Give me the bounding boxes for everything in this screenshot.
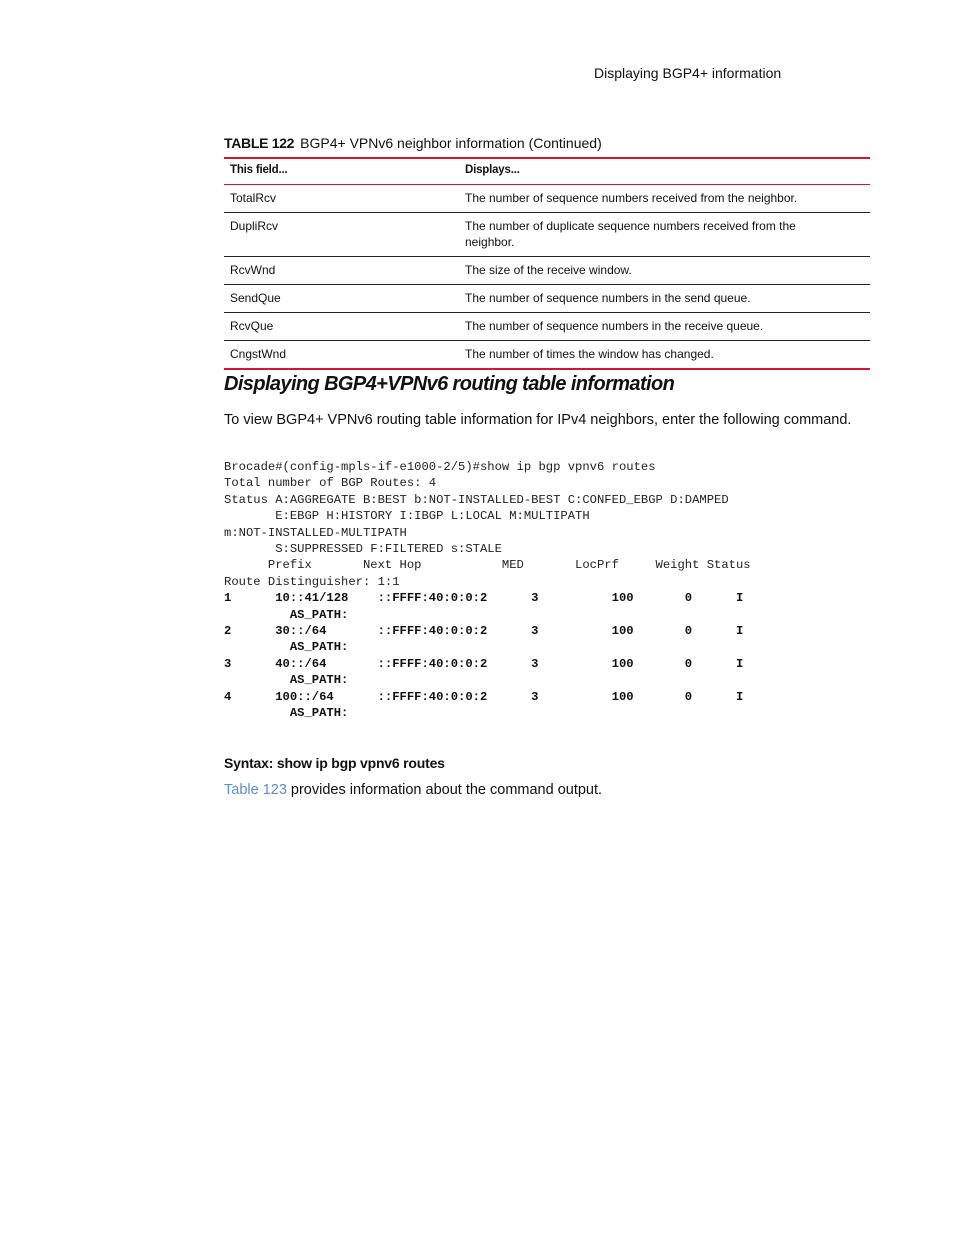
cli-line: Total number of BGP Routes: 4 bbox=[224, 476, 437, 491]
running-header: Displaying BGP4+ information bbox=[594, 65, 782, 81]
description-cell: The number of times the window has changed. bbox=[465, 347, 714, 361]
as-path-line: AS_PATH: bbox=[224, 607, 349, 622]
field-cell: DupliRcv bbox=[224, 213, 459, 257]
cli-line: Status A:AGGREGATE B:BEST b:NOT-INSTALLED-BEST C:CONFED_EBGP D:DAMPED bbox=[224, 492, 729, 507]
column-header-field: This field... bbox=[224, 158, 459, 185]
cli-line: Brocade#(config-mpls-if-e1000-2/5)#show ip bgp vpnv6 routes bbox=[224, 460, 656, 474]
intro-paragraph: To view BGP4+ VPNv6 routing table information for IPv4 neighbors, enter the following command. bbox=[224, 412, 852, 428]
table-reference-text: provides information about the command output. bbox=[286, 782, 603, 798]
table-row bbox=[224, 213, 870, 257]
table-row bbox=[224, 285, 870, 313]
table-row bbox=[224, 341, 870, 370]
table-row bbox=[224, 313, 870, 341]
field-cell: RcvQue bbox=[224, 313, 459, 341]
table-title: BGP4+ VPNv6 neighbor information (Continued) bbox=[300, 135, 602, 151]
description-cell: The number of sequence numbers received from the neighbor. bbox=[459, 185, 870, 213]
table-number: TABLE 122 bbox=[224, 135, 295, 151]
description-cell: The number of sequence numbers in the receive queue. bbox=[459, 313, 870, 341]
field-cell: SendQue bbox=[224, 285, 459, 313]
table-123-link[interactable]: Table 123 bbox=[224, 782, 287, 798]
route-line: 2 30::/64 ::FFFF:40:0:0:2 3 100 0 I bbox=[224, 624, 744, 639]
table-caption bbox=[224, 135, 602, 151]
table-reference bbox=[224, 782, 602, 798]
table-row bbox=[224, 257, 870, 285]
cli-output bbox=[224, 459, 751, 722]
route-line: 3 40::/64 ::FFFF:40:0:0:2 3 100 0 I bbox=[224, 656, 744, 671]
cli-line: m:NOT-INSTALLED-MULTIPATH bbox=[224, 525, 407, 540]
as-path-line: AS_PATH: bbox=[224, 673, 349, 688]
syntax-line: Syntax: show ip bgp vpnv6 routes bbox=[224, 755, 445, 771]
route-line: 4 100::/64 ::FFFF:40:0:0:2 3 100 0 I bbox=[224, 689, 744, 704]
section-heading: Displaying BGP4+VPNv6 routing table information bbox=[224, 373, 675, 395]
cli-line: E:EBGP H:HISTORY I:IBGP L:LOCAL M:MULTIPATH bbox=[224, 509, 590, 524]
table-header-row bbox=[224, 158, 870, 185]
cli-line: Prefix Next Hop MED LocPrf Weight Status bbox=[224, 558, 751, 573]
neighbor-info-table bbox=[224, 157, 870, 370]
as-path-line: AS_PATH: bbox=[224, 640, 349, 655]
route-line: 1 10::41/128 ::FFFF:40:0:0:2 3 100 0 I bbox=[224, 591, 744, 606]
description-cell: The number of sequence numbers in the send queue. bbox=[459, 285, 870, 313]
field-cell: TotalRcv bbox=[224, 185, 459, 213]
description-cell: The number of duplicate sequence numbers received from the neighbor. bbox=[459, 213, 870, 257]
as-path-line: AS_PATH: bbox=[224, 706, 349, 721]
field-cell: RcvWnd bbox=[224, 257, 459, 285]
cli-line: S:SUPPRESSED F:FILTERED s:STALE bbox=[224, 542, 502, 557]
cli-line: Route Distinguisher: 1:1 bbox=[224, 574, 400, 589]
field-cell: CngstWnd bbox=[230, 347, 287, 361]
table-row bbox=[224, 185, 870, 213]
description-cell: The size of the receive window. bbox=[459, 257, 870, 285]
column-header-displays: Displays... bbox=[459, 158, 870, 185]
